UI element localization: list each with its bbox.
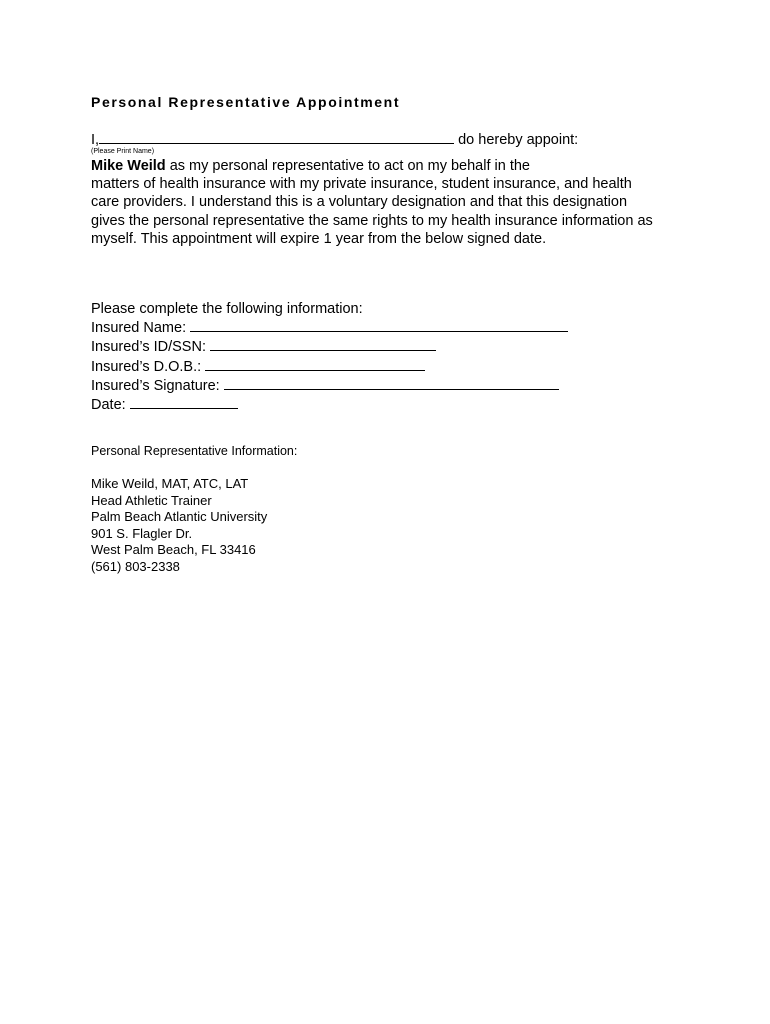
insured-signature-field[interactable] [224,376,559,390]
date-field[interactable] [130,395,238,409]
representative-organization: Palm Beach Atlantic University [91,509,268,524]
paragraph-line-2: matters of health insurance with my private insurance, student insurance, and health [91,176,632,193]
print-name-hint: (Please Print Name) [91,148,155,155]
form-heading: Please complete the following information: [91,301,363,317]
insured-info-form [91,300,568,414]
representative-phone: (561) 803-2338 [91,558,180,574]
insured-dob-label: Insured’s D.O.B.: [91,358,202,375]
representative-name: Mike Weild, MAT, ATC, LAT [91,476,249,491]
appointer-name-field[interactable] [99,130,454,144]
paragraph-line-1 [91,157,691,175]
representative-street: 901 S. Flagler Dr. [91,525,193,541]
paragraph-line-4: gives the personal representative the same rights to my health insurance information as [91,212,653,229]
date-row [91,395,568,414]
paragraph-line-1-rest: as my personal representative to act on my behalf in the [165,158,530,174]
document-title: Personal Representative Appointment [91,94,401,110]
appointment-paragraph [91,157,691,248]
date-label: Date: [91,397,126,414]
insured-id-label: Insured’s ID/SSN: [91,339,206,356]
insured-signature-row [91,376,568,395]
paragraph-line-3: care providers. I understand this is a voluntary designation and that this designation [91,194,628,211]
insured-name-label: Insured Name: [91,320,187,337]
insured-dob-field[interactable] [205,357,425,371]
insured-name-row [91,318,568,337]
representative-role: Head Athletic Trainer [91,492,212,508]
insured-dob-row [91,357,568,376]
appointer-suffix: do hereby appoint: [458,132,579,148]
insured-signature-label: Insured’s Signature: [91,377,220,394]
insured-id-field[interactable] [210,337,436,351]
appointer-line [91,130,578,149]
representative-heading: Personal Representative Information: [91,444,298,458]
representative-city: West Palm Beach, FL 33416 [91,542,256,557]
paragraph-line-5: myself. This appointment will expire 1 year from the below signed date. [91,230,547,247]
appointer-prefix: I, [91,132,100,148]
representative-name-bold: Mike Weild [91,158,166,174]
representative-info [91,476,267,575]
insured-name-field[interactable] [190,318,568,332]
insured-id-row [91,337,568,356]
